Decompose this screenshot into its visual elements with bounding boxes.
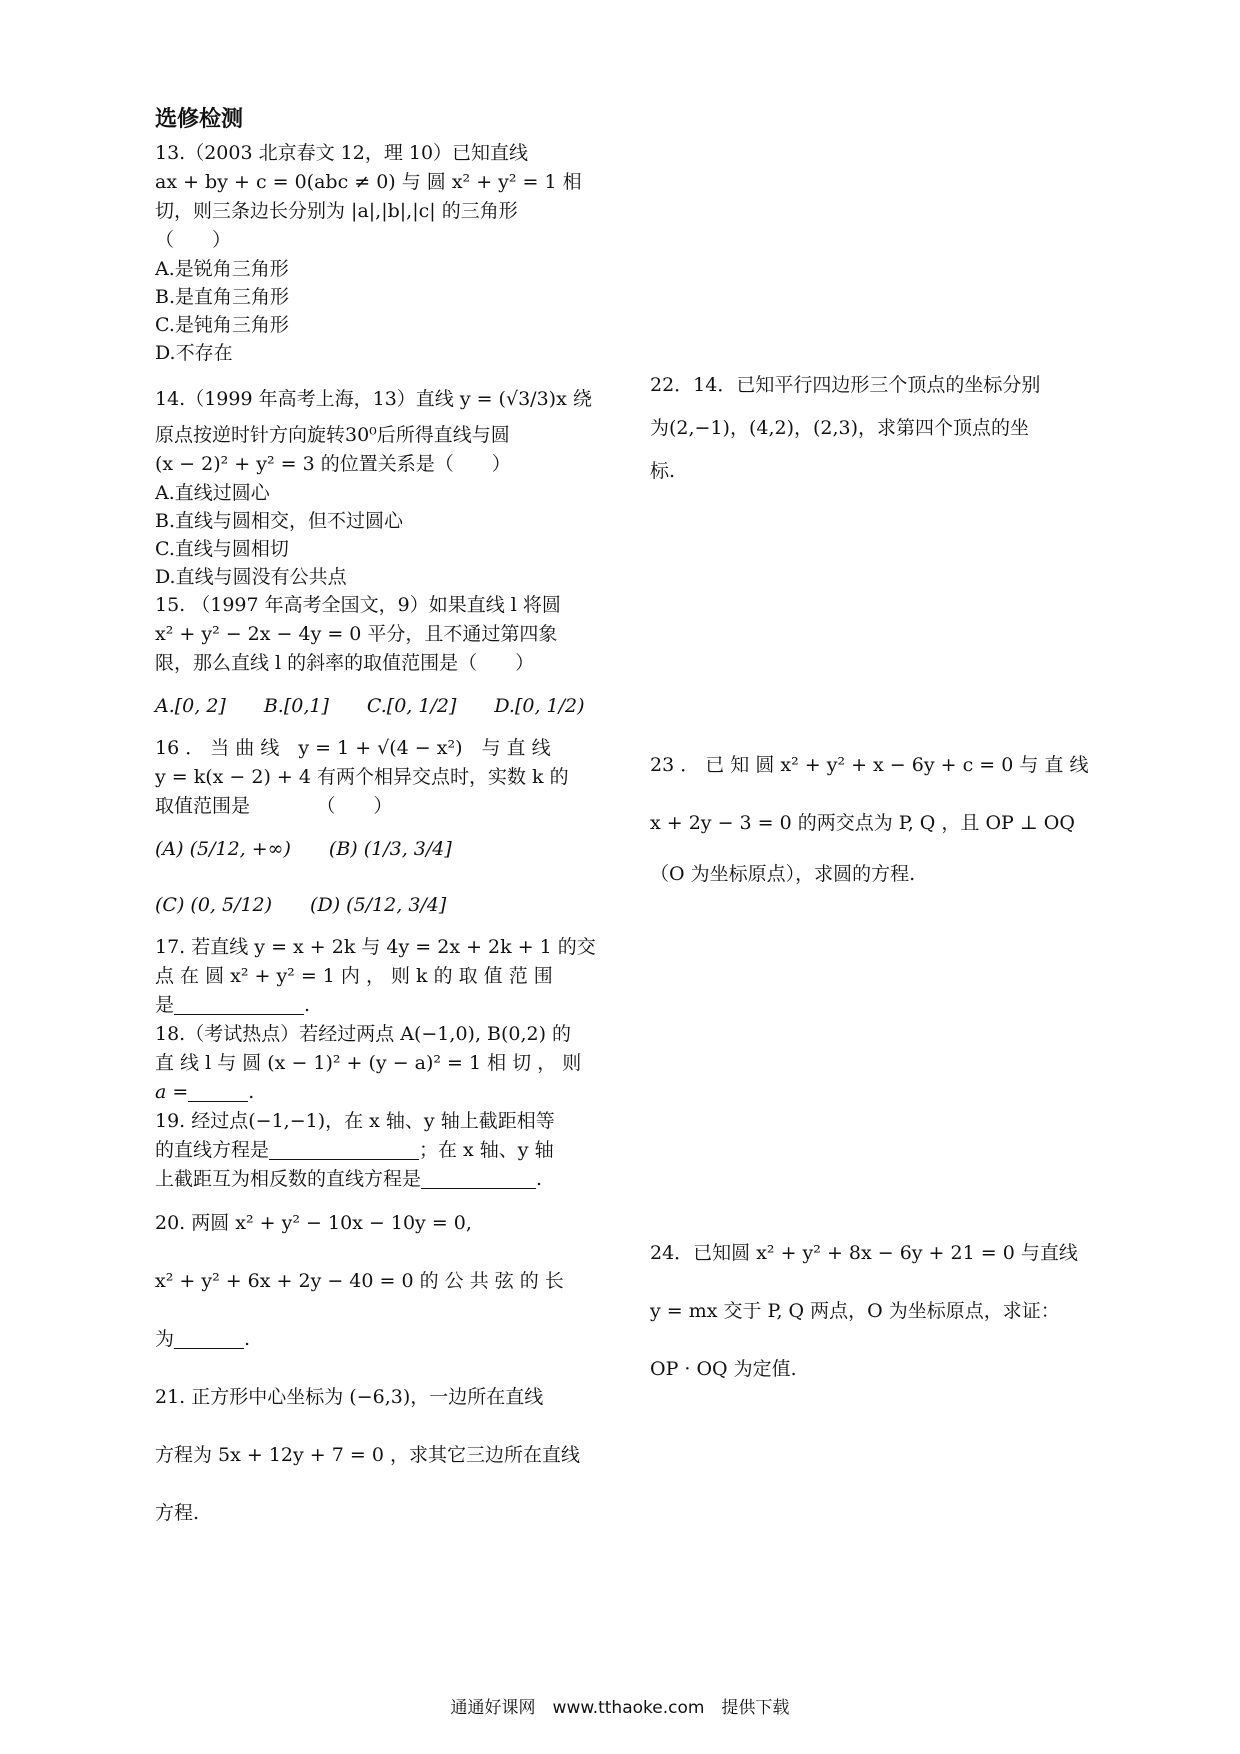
q20-line-1: 20. 两圆 x² + y² − 10x − 10y = 0, [155,1212,472,1234]
left-column [155,105,607,1542]
q15-line-3: 限，那么直线 l 的斜率的取值范围是（ ） [155,652,535,674]
q19-line-2b: ；在 x 轴、y 轴 [419,1139,554,1161]
q15-line-2: x² + y² − 2x − 4y = 0 平分，且不通过第四象 [155,623,558,645]
q13-line-4: （ ） [155,229,232,251]
q19-answer-blank-2 [421,1168,536,1189]
q14-option-c: C.直线与圆相切 [155,538,289,560]
q13-line-3: 切，则三条边长分别为 |a|,|b|,|c| 的三角形 [155,200,518,222]
question-23 [650,736,1110,896]
q17-line-1: 17. 若直线 y = x + 2k 与 4y = 2x + 2k + 1 的交 [155,936,596,958]
question-13 [155,139,607,367]
q14-line-1: 14.（1999 年高考上海，13）直线 y = (√3/3)x 绕 [155,388,592,410]
q16-options-cd: (C) (0, 5/12) (D) (5/12, 3/4] [155,894,447,916]
q18-line-3: a = . [155,1081,255,1103]
q17-line-2: 点 在 圆 x² + y² = 1 内 ， 则 k 的 取 值 范 围 [155,965,553,987]
q18-answer-blank [188,1081,248,1102]
q19-line-3: 上截距互为相反数的直线方程是 . [155,1168,543,1190]
q13-line-2: ax + by + c = 0(abc ≠ 0) 与 圆 x² + y² = 1 相 [155,171,582,193]
q20-line-2: x² + y² + 6x + 2y − 40 = 0 的 公 共 弦 的 长 [155,1270,564,1292]
q21-line-3: 方程. [155,1502,200,1524]
q24-line-2: y = mx 交于 P, Q 两点，O 为坐标原点，求证： [650,1300,1060,1322]
question-24 [650,1224,1110,1398]
q14-option-a: A.直线过圆心 [155,482,270,504]
q23-line-3: （O 为坐标原点），求圆的方程. [650,863,916,885]
q13-option-a: A.是锐角三角形 [155,258,289,280]
q18-line-1: 18.（考试热点）若经过两点 A(−1,0), B(0,2) 的 [155,1023,572,1045]
question-19 [155,1107,607,1194]
question-15 [155,591,607,734]
question-22 [650,364,1110,492]
q18-line-3-text: a = [155,1081,189,1103]
q22-line-1: 22．14．已知平行四边形三个顶点的坐标分别 [650,374,1041,396]
q17-line-3: 是 . [155,994,311,1016]
q13-option-d: D.不存在 [155,342,233,364]
q16-line-3: 取值范围是 （ ） [155,795,393,817]
q19-line-2a: 的直线方程是 [155,1139,270,1161]
page-footer: 通通好课网 www.tthaoke.com 提供下载 [450,1698,790,1718]
q14-line-2: 原点按逆时针方向旋转30⁰后所得直线与圆 [155,424,510,446]
q21-line-2: 方程为 5x + 12y + 7 = 0 ，求其它三边所在直线 [155,1444,580,1466]
q13-line-1: 13.（2003 北京春文 12，理 10）已知直线 [155,142,529,164]
question-21 [155,1368,607,1542]
q23-line-2: x + 2y − 3 = 0 的两交点为 P, Q ，且 OP ⊥ OQ [650,812,1075,834]
q15-options: A.[0, 2] B.[0,1] C.[0, 1/2] D.[0, 1/2) [155,695,585,717]
q24-line-3: OP · OQ 为定值. [650,1358,797,1380]
q13-option-b: B.是直角三角形 [155,286,290,308]
q19-line-2 [155,1136,607,1165]
q16-line-2: y = k(x − 2) + 4 有两个相异交点时，实数 k 的 [155,766,569,788]
q14-option-d: D.直线与圆没有公共点 [155,566,347,588]
page-title: 选修检测 [155,107,244,132]
q20-answer-blank [174,1328,244,1349]
q17-answer-blank [174,994,304,1015]
q19-line-1: 19. 经过点(−1,−1)，在 x 轴、y 轴上截距相等 [155,1110,555,1132]
q19-line-3-text: 上截距互为相反数的直线方程是 [155,1168,422,1190]
question-14 [155,377,607,591]
q13-option-c: C.是钝角三角形 [155,314,289,336]
q20-line-3-text: 为 [155,1328,175,1350]
q17-line-3-text: 是 [155,994,175,1016]
question-17 [155,933,607,1020]
q24-line-1: 24．已知圆 x² + y² + 8x − 6y + 21 = 0 与直线 [650,1242,1078,1264]
q22-line-3: 标. [650,460,676,482]
q19-answer-blank-1 [269,1139,419,1160]
question-18 [155,1020,607,1107]
q21-line-1: 21. 正方形中心坐标为 (−6,3)，一边所在直线 [155,1386,544,1408]
question-16 [155,734,607,933]
q18-line-2: 直 线 l 与 圆 (x − 1)² + (y − a)² = 1 相 切 ， 则 [155,1052,582,1074]
q23-line-1: 23 ． 已 知 圆 x² + y² + x − 6y + c = 0 与 直 线 [650,754,1089,776]
q14-line-3: (x − 2)² + y² = 3 的位置关系是（ ） [155,453,511,475]
q16-options-ab: (A) (5/12, +∞) (B) (1/3, 3/4] [155,838,452,860]
q15-line-1: 15. （1997 年高考全国文，9）如果直线 l 将圆 [155,594,561,616]
q22-line-2: 为(2,−1)，(4,2)，(2,3)，求第四个顶点的坐 [650,417,1030,439]
question-20 [155,1194,607,1368]
q14-option-b: B.直线与圆相交，但不过圆心 [155,510,404,532]
q16-line-1: 16 ． 当 曲 线 y = 1 + √(4 − x²) 与 直 线 [155,737,551,759]
q20-line-3: 为 . [155,1328,251,1350]
